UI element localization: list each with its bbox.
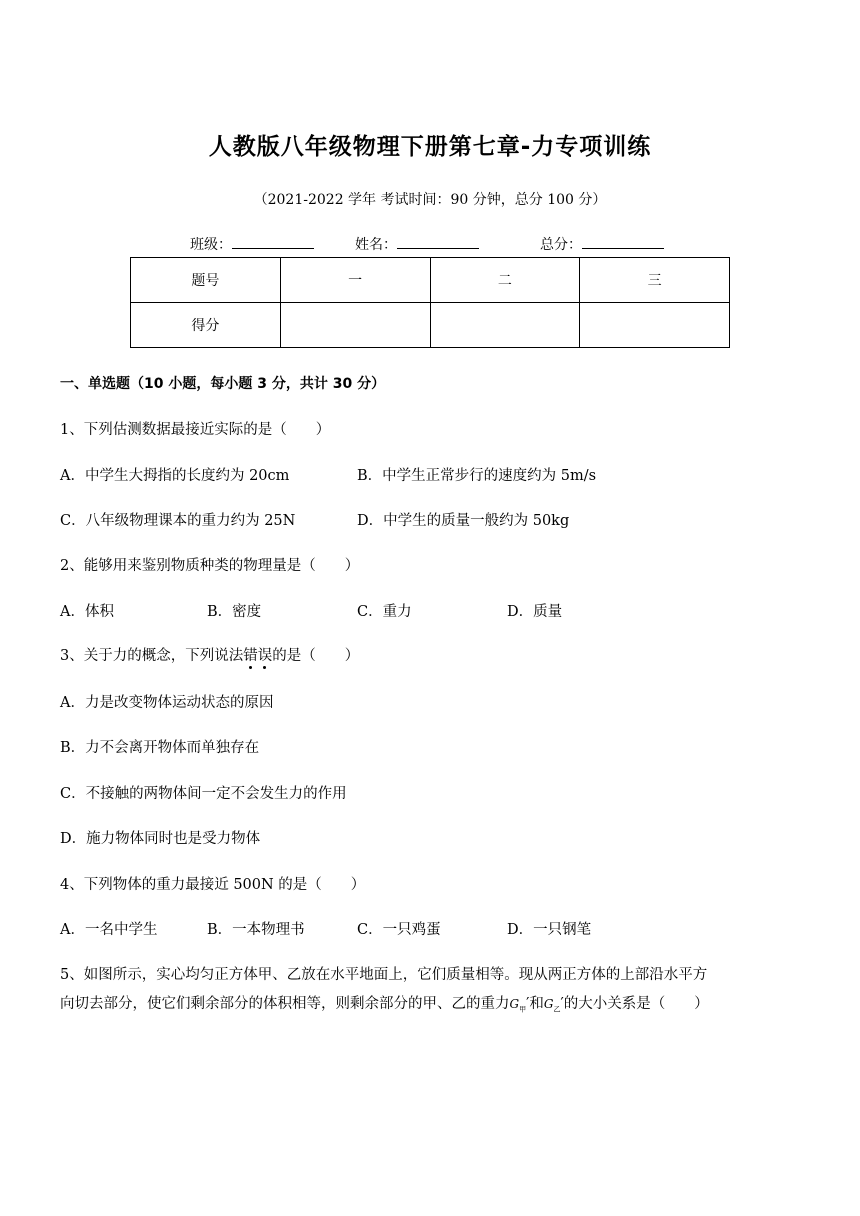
page-title: 人教版八年级物理下册第七章-力专项训练 [208, 134, 652, 160]
question-4-option-d[interactable]: D．一只钢笔 [507, 922, 592, 938]
name-field [355, 234, 479, 254]
name-label: 姓名： [355, 237, 397, 253]
question-2-option-a[interactable]: A．体积 [60, 604, 114, 620]
prime-mark: ′ [560, 996, 564, 1012]
question-4-option-b[interactable]: B．一本物理书 [207, 922, 305, 938]
question-5-stem-line-2-end: 的大小关系是（ ） [563, 996, 709, 1012]
name-blank[interactable] [397, 234, 479, 249]
emphasis-char: 错 [243, 648, 258, 664]
class-field [190, 234, 314, 254]
table-cell: 题号 [131, 258, 281, 303]
question-1-stem: 1、下列估测数据最接近实际的是（ ） [60, 422, 331, 438]
and-word: 和 [529, 996, 544, 1012]
question-5-stem-line-2-start: 向切去部分，使它们剩余部分的体积相等，则剩余部分的甲、乙的重力 [60, 996, 510, 1012]
question-3-stem-start: 3、关于力的概念，下列说法 [60, 648, 244, 664]
total-blank[interactable] [582, 234, 664, 249]
score-table-score-row [131, 303, 730, 348]
question-1-option-b[interactable]: B．中学生正常步行的速度约为 5m/s [357, 468, 597, 484]
question-4-option-c[interactable]: C．一只鸡蛋 [357, 922, 441, 938]
exam-subtitle: （2021-2022 学年 考试时间：90 分钟，总分 100 分） [253, 192, 607, 208]
score-table [130, 257, 730, 348]
section-heading: 一、单选题（10 小题，每小题 3 分，共计 30 分） [60, 376, 386, 392]
question-1-option-d[interactable]: D．中学生的质量一般约为 50kg [357, 513, 570, 529]
question-3-option-c[interactable]: C．不接触的两物体间一定不会发生力的作用 [60, 786, 347, 802]
score-table-header-row [131, 258, 730, 303]
question-3-stem [60, 644, 359, 665]
question-4-option-a[interactable]: A．一名中学生 [60, 922, 158, 938]
class-label: 班级： [190, 237, 232, 253]
table-cell: 三 [580, 258, 730, 303]
question-2-stem: 2、能够用来鉴别物质种类的物理量是（ ） [60, 558, 360, 574]
score-cell[interactable] [580, 303, 730, 348]
question-3-stem-end: 的是（ ） [272, 648, 360, 664]
prime-mark: ′ [526, 996, 530, 1012]
table-cell: 得分 [131, 303, 281, 348]
question-2-option-d[interactable]: D．质量 [507, 604, 563, 620]
score-cell[interactable] [430, 303, 580, 348]
class-blank[interactable] [232, 234, 314, 249]
table-cell: 二 [430, 258, 580, 303]
question-5-stem-line-1: 5、如图所示，实心均匀正方体甲、乙放在水平地面上，它们质量相等。现从两正方体的上部沿水平方 [60, 967, 708, 983]
g-jia-symbol: $G_甲$ [509, 997, 527, 1014]
question-5-stem-line-2 [60, 992, 709, 1014]
question-1-option-c[interactable]: C．八年级物理课本的重力约为 25N [60, 513, 296, 529]
question-4-stem: 4、下列物体的重力最接近 500N 的是（ ） [60, 877, 366, 893]
question-2-option-c[interactable]: C．重力 [357, 604, 412, 620]
question-3-option-b[interactable]: B．力不会离开物体而单独存在 [60, 740, 260, 756]
question-2-option-b[interactable]: B．密度 [207, 604, 262, 620]
total-label: 总分： [540, 237, 582, 253]
question-3-option-d[interactable]: D．施力物体同时也是受力物体 [60, 831, 261, 847]
question-1-option-a[interactable]: A．中学生大拇指的长度约为 20cm [60, 468, 290, 484]
question-3-option-a[interactable]: A．力是改变物体运动状态的原因 [60, 695, 274, 711]
emphasis-char: 误 [257, 648, 273, 664]
table-cell: 一 [280, 258, 430, 303]
g-yi-symbol: $G_乙$ [543, 997, 561, 1014]
total-field [540, 234, 664, 254]
score-cell[interactable] [280, 303, 430, 348]
